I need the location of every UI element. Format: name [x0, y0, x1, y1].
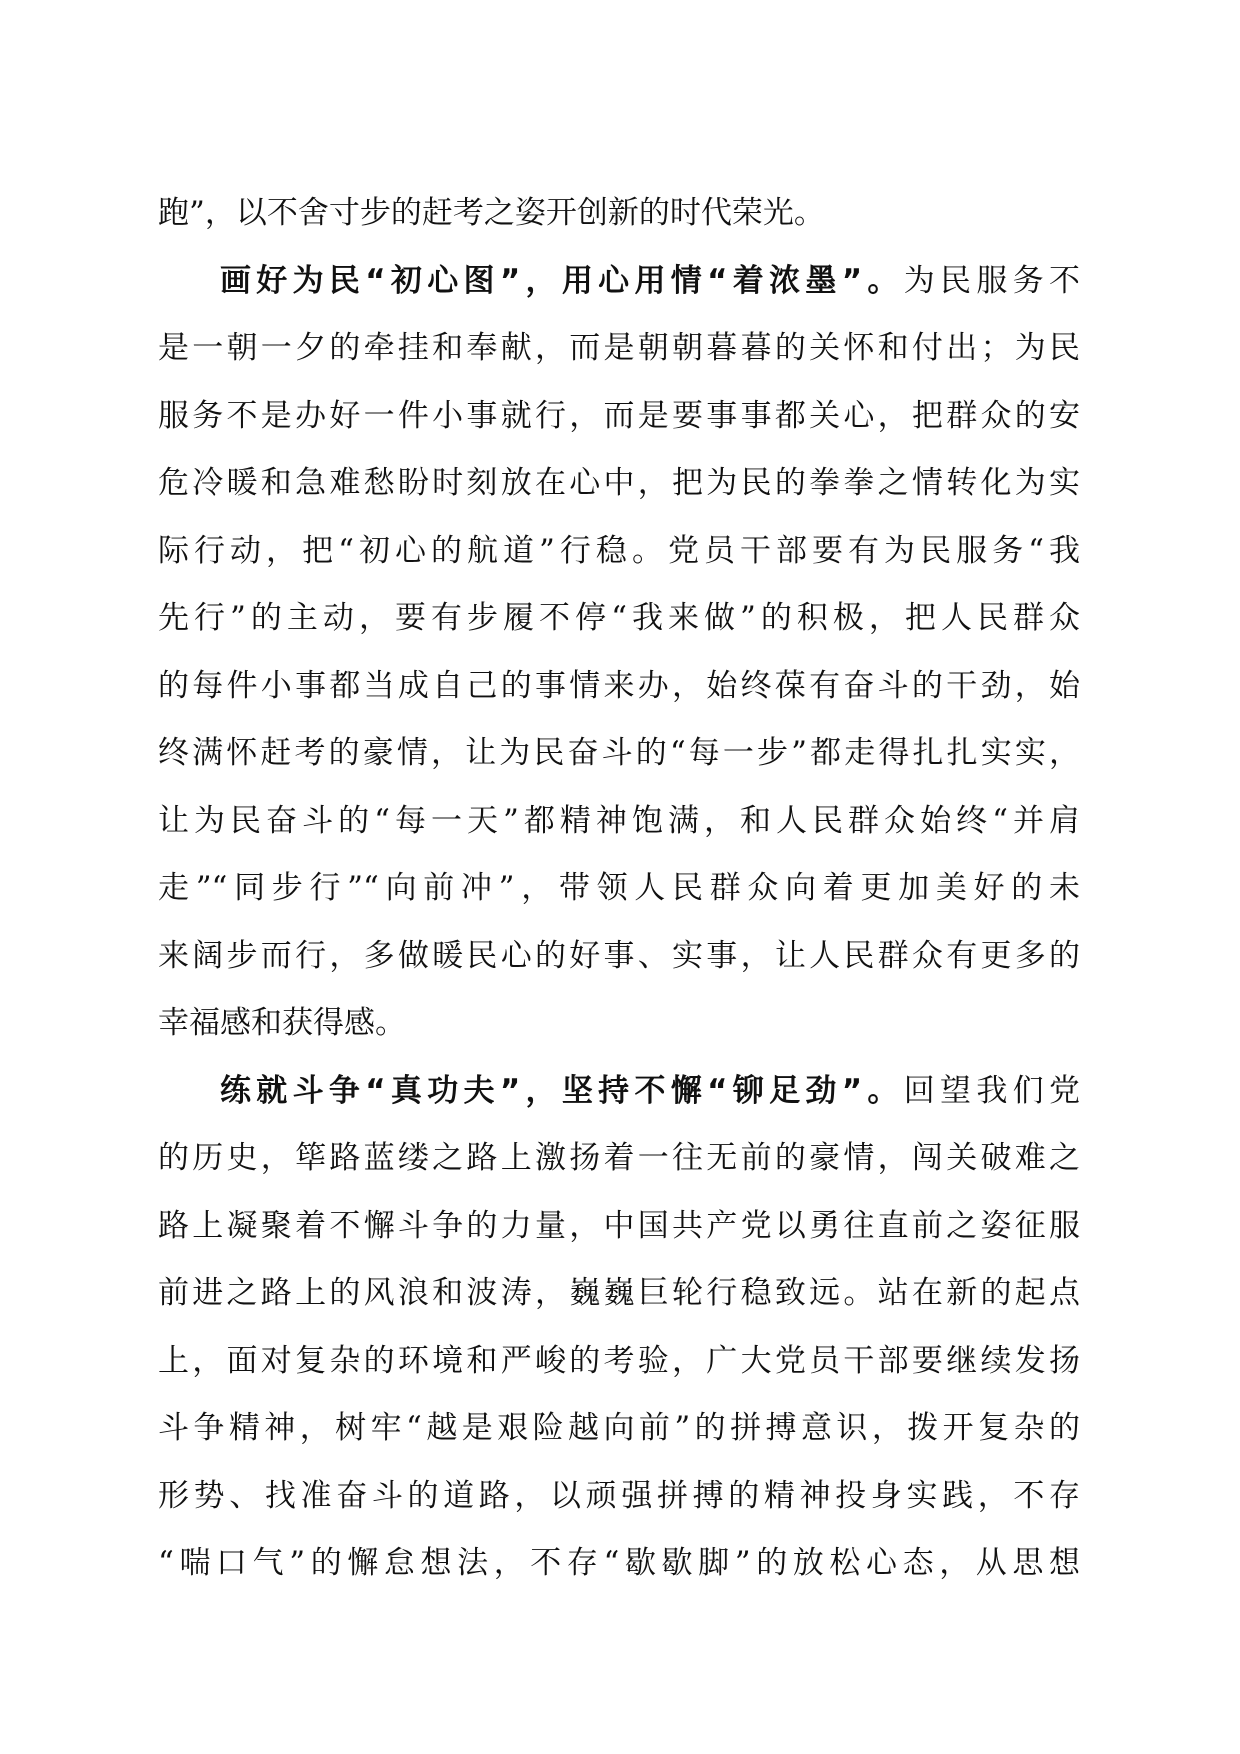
text-line: 上，面对复杂的环境和严峻的考验，广大党员干部要继续发扬	[158, 1342, 1080, 1379]
text-line: 让为民奋斗的“每一天”都精神饱满，和人民群众始终“并肩	[158, 802, 1080, 839]
paragraph-2-first-line	[158, 1058, 1080, 1126]
text-line: 路上凝聚着不懈斗争的力量，中国共产党以勇往直前之姿征服	[158, 1207, 1080, 1244]
paragraph-2-first-line-text: 回望我们党	[903, 1072, 1080, 1109]
text-line: 危冷暖和急难愁盼时刻放在心中，把为民的拳拳之情转化为实	[158, 465, 1080, 501]
paragraph-1-first-line	[158, 248, 1080, 316]
text-line: 来阔步而行，多做暖民心的好事、实事，让人民群众有更多的	[158, 937, 1080, 974]
text-line: 是一朝一夕的牵挂和奉献，而是朝朝暮暮的关怀和付出；为民	[158, 330, 1080, 366]
text-line: 际行动，把“初心的航道”行稳。党员干部要有为民服务“我	[158, 532, 1080, 569]
text-line: 斗争精神，树牢“越是艰险越向前”的拼搏意识，拨开复杂的	[158, 1410, 1080, 1446]
text-line: 前进之路上的风浪和波涛，巍巍巨轮行稳致远。站在新的起点	[158, 1275, 1080, 1311]
document-body	[158, 180, 1080, 1598]
text-line: 走”“同步行”“向前冲”，带领人民群众向着更加美好的未	[158, 870, 1080, 906]
text-line: 终满怀赶考的豪情，让为民奋斗的“每一步”都走得扎扎实实，	[158, 735, 1080, 771]
text-line: 先行”的主动，要有步履不停“我来做”的积极，把人民群众	[158, 600, 1080, 636]
text-line: 的每件小事都当成自己的事情来办，始终葆有奋斗的干劲，始	[158, 667, 1080, 704]
text-line: 服务不是办好一件小事就行，而是要事事都关心，把群众的安	[158, 397, 1080, 434]
paragraph-1-heading: 画好为民“初心图”，用心用情“着浓墨”。	[220, 262, 904, 299]
intro-line: 跑”，以不舍寸步的赶考之姿开创新的时代荣光。	[158, 195, 825, 231]
paragraph-2-heading: 练就斗争“真功夫”，坚持不懈“铆足劲”。	[220, 1072, 904, 1109]
text-line: “喘口气”的懈怠想法，不存“歇歇脚”的放松心态，从思想	[158, 1545, 1080, 1581]
text-line	[158, 180, 1080, 248]
text-line: 的历史，筚路蓝缕之路上激扬着一往无前的豪情，闯关破难之	[158, 1140, 1080, 1176]
paragraph-1-first-line-text: 为民服务不	[903, 262, 1080, 299]
text-line: 形势、找准奋斗的道路，以顽强拼搏的精神投身实践，不存	[158, 1477, 1080, 1514]
text-line: 幸福感和获得感。	[158, 1005, 406, 1041]
